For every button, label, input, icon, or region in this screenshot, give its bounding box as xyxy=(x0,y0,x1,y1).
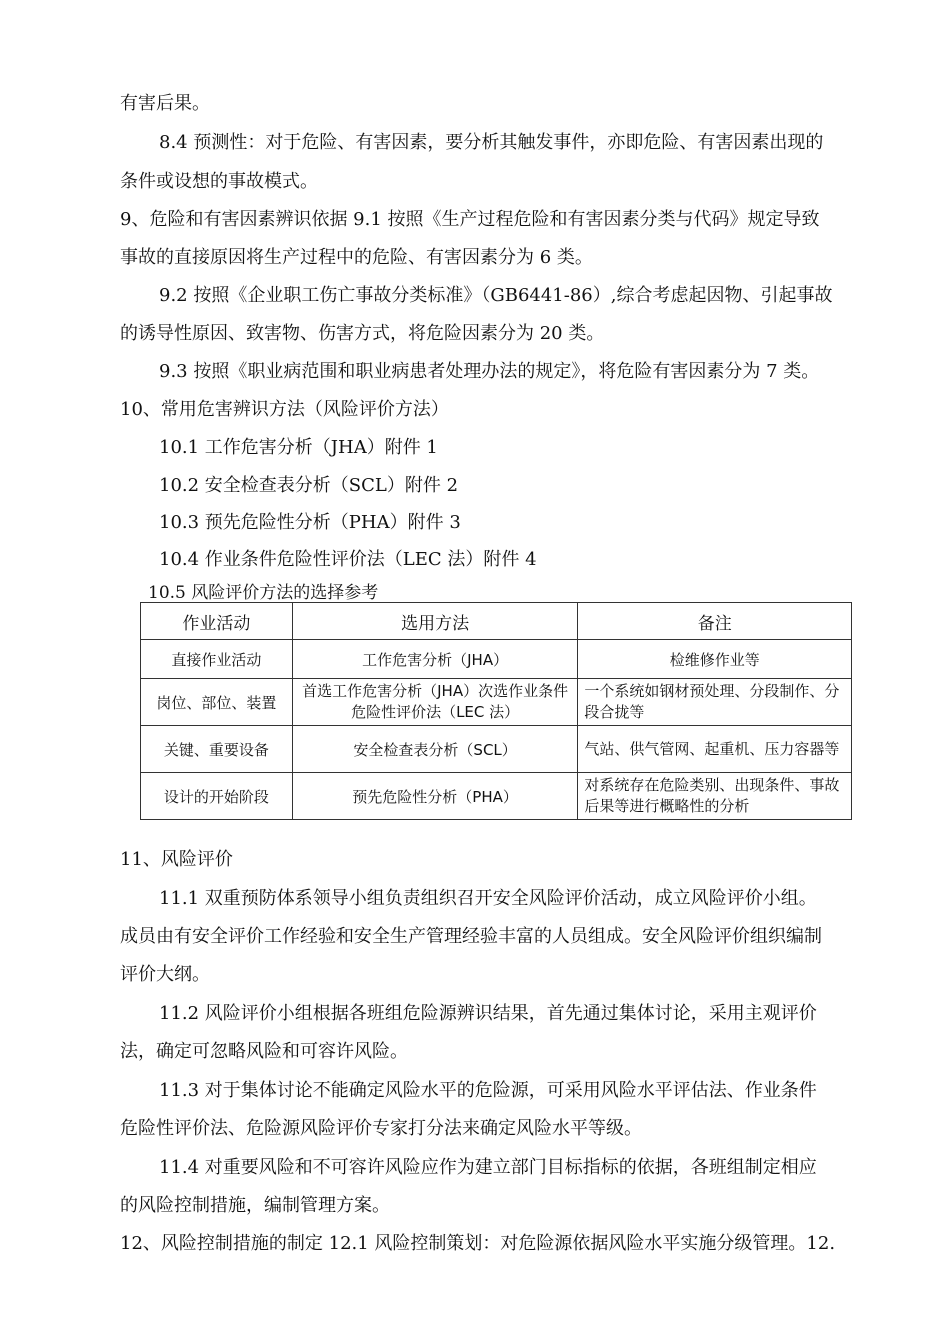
paragraph-line: 评价大纲。 xyxy=(120,964,210,985)
paragraph-line: 的诱导性原因、致害物、伤害方式，将危险因素分为 20 类。 xyxy=(120,323,605,344)
paragraph-line: 危险性评价法、危险源风险评价专家打分法来确定风险水平等级。 xyxy=(120,1118,642,1139)
method-item: 10.3 预先危险性分析（PHA）附件 3 xyxy=(159,512,461,533)
cell-activity: 岗位、部位、装置 xyxy=(141,679,293,726)
cell-activity: 直接作业活动 xyxy=(141,640,293,679)
cell-method: 首选工作危害分析（JHA）次选作业条件危险性评价法（LEC 法） xyxy=(292,679,578,726)
section-heading-11: 11、风险评价 xyxy=(120,849,233,870)
method-selection-table xyxy=(140,602,852,820)
paragraph-line: 11.1 双重预防体系领导小组负责组织召开安全风险评价活动，成立风险评价小组。 xyxy=(159,888,817,909)
paragraph-line: 9.2 按照《企业职工伤亡事故分类标准》（GB6441-86）,综合考虑起因物、引起事故 xyxy=(159,285,833,306)
method-item: 10.4 作业条件危险性评价法（LEC 法）附件 4 xyxy=(159,549,537,570)
table-row xyxy=(141,640,852,679)
paragraph-line: 11.2 风险评价小组根据各班组危险源辨识结果，首先通过集体讨论，采用主观评价 xyxy=(159,1003,817,1024)
method-item: 10.2 安全检查表分析（SCL）附件 2 xyxy=(159,475,459,496)
paragraph-line: 有害后果。 xyxy=(120,93,210,114)
method-item: 10.1 工作危害分析（JHA）附件 1 xyxy=(159,437,438,458)
section-heading-9: 9、危险和有害因素辨识依据 9.1 按照《生产过程危险和有害因素分类与代码》规定导致 xyxy=(120,209,820,230)
cell-method: 工作危害分析（JHA） xyxy=(292,640,578,679)
cell-remark: 一个系统如钢材预处理、分段制作、分段合拢等 xyxy=(578,679,852,726)
paragraph-line: 9.3 按照《职业病范围和职业病患者处理办法的规定》，将危险有害因素分为 7 类。 xyxy=(159,361,820,382)
paragraph-line: 8.4 预测性：对于危险、有害因素，要分析其触发事件，亦即危险、有害因素出现的 xyxy=(159,132,824,153)
header-method: 选用方法 xyxy=(292,603,578,640)
section-heading-12: 12、风险控制措施的制定 12.1 风险控制策划：对危险源依据风险水平实施分级管理。12. xyxy=(120,1233,836,1254)
paragraph-line: 成员由有安全评价工作经验和安全生产管理经验丰富的人员组成。安全风险评价组织编制 xyxy=(120,926,822,947)
cell-activity: 设计的开始阶段 xyxy=(141,773,293,820)
paragraph-line: 事故的直接原因将生产过程中的危险、有害因素分为 6 类。 xyxy=(120,247,593,268)
table-row xyxy=(141,726,852,773)
section-heading-10: 10、常用危害辨识方法（风险评价方法） xyxy=(120,399,449,420)
paragraph-line: 11.4 对重要风险和不可容许风险应作为建立部门目标指标的依据，各班组制定相应 xyxy=(159,1157,817,1178)
table-row xyxy=(141,773,852,820)
cell-remark: 检维修作业等 xyxy=(578,640,852,679)
header-activity: 作业活动 xyxy=(141,603,293,640)
cell-activity: 关键、重要设备 xyxy=(141,726,293,773)
cell-method: 安全检查表分析（SCL） xyxy=(292,726,578,773)
paragraph-line: 法，确定可忽略风险和可容许风险。 xyxy=(120,1041,408,1062)
table-caption: 10.5 风险评价方法的选择参考 xyxy=(148,583,379,603)
paragraph-line: 的风险控制措施，编制管理方案。 xyxy=(120,1195,390,1216)
paragraph-line: 条件或设想的事故模式。 xyxy=(120,171,318,192)
table-row xyxy=(141,679,852,726)
table-header-row xyxy=(141,603,852,640)
cell-method: 预先危险性分析（PHA） xyxy=(292,773,578,820)
paragraph-line: 11.3 对于集体讨论不能确定风险水平的危险源，可采用风险水平评估法、作业条件 xyxy=(159,1080,817,1101)
cell-remark: 气站、供气管网、起重机、压力容器等 xyxy=(578,726,852,773)
header-remark: 备注 xyxy=(578,603,852,640)
cell-remark: 对系统存在危险类别、出现条件、事故后果等进行概略性的分析 xyxy=(578,773,852,820)
